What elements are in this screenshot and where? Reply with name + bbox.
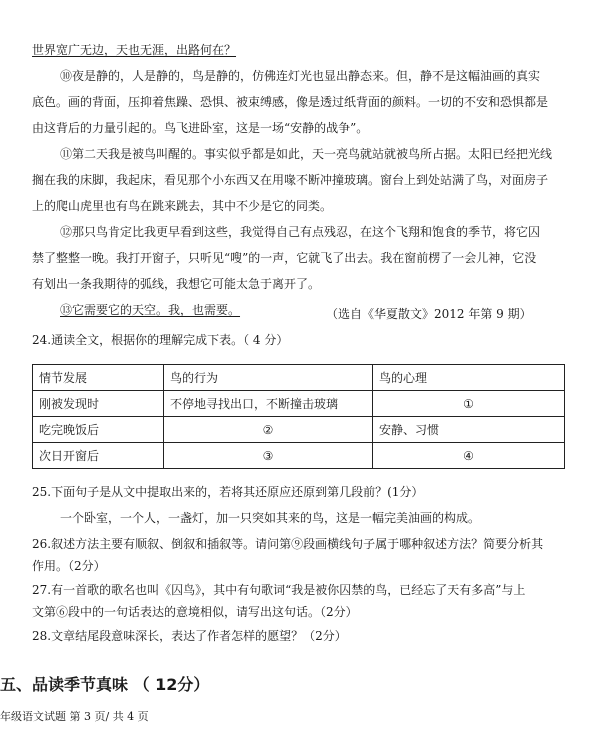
answer-table bbox=[32, 364, 565, 469]
paragraph-11-line-1: ⑪第二天我是被鸟叫醒的。事实似乎都是如此，天一亮鸟就站就被鸟所占据。太阳已经把光线 bbox=[60, 147, 553, 161]
question-26-line-2: 作用。（2分） bbox=[32, 559, 106, 573]
question-25-quote: 一个卧室，一个人，一盏灯，加一只突如其来的鸟，这是一幅完美油画的构成。 bbox=[60, 511, 481, 525]
table-header-cell: 鸟的心理 bbox=[373, 365, 565, 391]
answer-blank-4[interactable]: ④ bbox=[373, 443, 565, 469]
answer-blank-3[interactable]: ③ bbox=[164, 443, 373, 469]
paragraph-11-line-3: 上的爬山虎里也有鸟在跳来跳去，其中不少是它的同类。 bbox=[32, 199, 333, 213]
section-5-heading: 五、品读季节真味 （ 12分） bbox=[0, 675, 210, 694]
paragraph-10-line-1: ⑩夜是静的，人是静的，鸟是静的，仿佛连灯光也显出静态来。但，静不是这幅油画的真实 bbox=[60, 69, 541, 83]
table-cell: 次日开窗后 bbox=[33, 443, 164, 469]
table-header-cell: 情节发展 bbox=[33, 365, 164, 391]
table-row bbox=[33, 417, 565, 443]
passage-source: （选自《华夏散文》2012 年第 9 期） bbox=[326, 307, 532, 321]
paragraph-10-line-2: 底色。画的背面，压抑着焦躁、恐惧、被束缚感，像是透过纸背面的颜料。一切的不安和恐惧都是 bbox=[32, 95, 549, 109]
page-footer: 年级语文试题 第 3 页/ 共 4 页 bbox=[0, 710, 149, 723]
table-row bbox=[33, 443, 565, 469]
passage-line-underlined: 世界宽广无边，天也无涯，出路何在？ bbox=[32, 43, 237, 57]
table-cell: 刚被发现时 bbox=[33, 391, 164, 417]
table-cell: 不停地寻找出口，不断撞击玻璃 bbox=[164, 391, 373, 417]
table-header-row bbox=[33, 365, 565, 391]
answer-blank-1[interactable]: ① bbox=[373, 391, 565, 417]
question-27-line-1: 27.有一首歌的歌名也叫《囚鸟》，其中有句歌词“我是被你囚禁的鸟，已经忘了天有多高”与上 bbox=[32, 583, 526, 597]
paragraph-11-line-2: 搁在我的床脚，我起床，看见那个小东西又在用喙不断冲撞玻璃。窗台上到处站满了鸟，对面房子 bbox=[32, 173, 549, 187]
answer-blank-2[interactable]: ② bbox=[164, 417, 373, 443]
table-cell: 安静、习惯 bbox=[373, 417, 565, 443]
table-header-cell: 鸟的行为 bbox=[164, 365, 373, 391]
table-row bbox=[33, 391, 565, 417]
question-24: 24.通读全文，根据你的理解完成下表。（ 4 分） bbox=[32, 333, 289, 347]
question-26-line-1: 26.叙述方法主要有顺叙、倒叙和插叙等。请问第⑨段画横线句子属于哪种叙述方法？简要分析其 bbox=[32, 537, 544, 551]
paragraph-12-line-2: 禁了整整一晚。我打开窗子，只听见“嗖”的一声，它就飞了出去。我在窗前楞了一会儿神，它没 bbox=[32, 251, 537, 265]
paragraph-10-line-3: 由这背后的力量引起的。鸟飞进卧室，这是一场“安静的战争”。 bbox=[32, 121, 369, 135]
question-27-line-2: 文第⑥段中的一句话表达的意境相似，请写出这句话。（2分） bbox=[32, 605, 358, 619]
question-28: 28.文章结尾段意味深长，表达了作者怎样的愿望？（2分） bbox=[32, 629, 347, 643]
paragraph-12-line-1: ⑫那只鸟肯定比我更早看到这些，我觉得自己有点残忍，在这个飞翔和饱食的季节，将它囚 bbox=[60, 225, 541, 239]
paragraph-12-line-3: 有划出一条我期待的弧线，我想它可能太急于离开了。 bbox=[32, 277, 321, 291]
table-cell: 吃完晚饭后 bbox=[33, 417, 164, 443]
paragraph-13: ⑬它需要它的天空。我，也需要。 bbox=[60, 303, 241, 317]
question-25: 25.下面句子是从文中提取出来的，若将其还原应还原到第几段前？(1分） bbox=[32, 485, 424, 499]
